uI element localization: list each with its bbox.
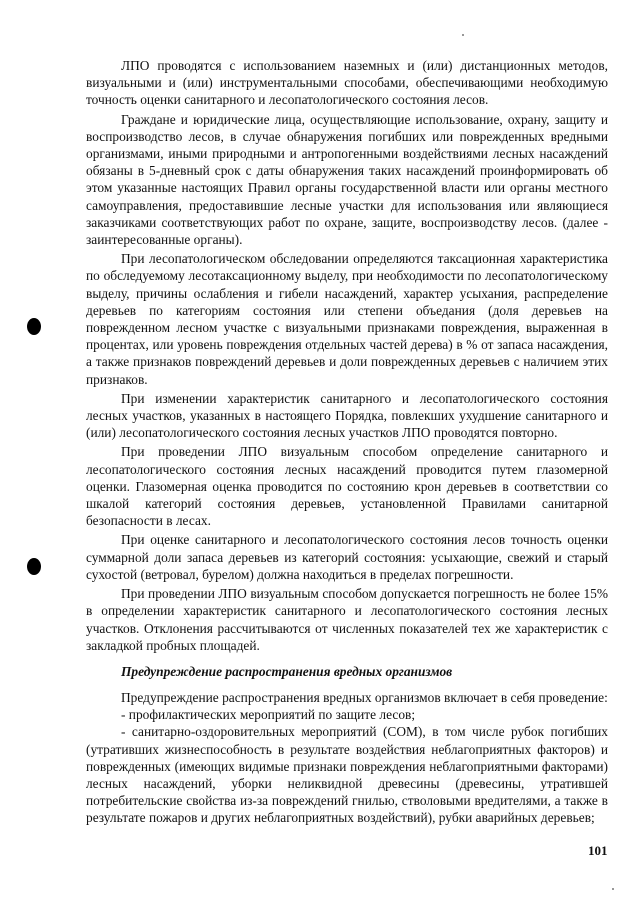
paragraph-1: ЛПО проводятся с использованием наземных и (или) дистанционных методов, визуальными и (или) инструментальными способами, обеспечивающими необходимую точность оценки санитарного и лесопатологического состояния лесов. <box>86 58 608 108</box>
list-item: - профилактических мероприятий по защите лесов; <box>121 707 416 723</box>
punch-hole-mark <box>27 318 41 335</box>
paragraph-3: При лесопатологическом обследовании определяются таксационная характеристика по обследуемому лесотаксационному выделу, при необходимости по лесопатологическому выделу, причины ослабления и гибели насаждений, характер усыхания, распределение деревьев по категориям состояния или степени объедания (доля деревьев на поврежденном лесном участке с визуальными признаками повреждения, выраженная в процентах, или уровень повреждения отдельных частей дерева) в % от запаса насаждения, а также признаков повреждений деревьев и доли поврежденных деревьев с наличием этих признаков. <box>86 251 608 387</box>
paragraph-6: При оценке санитарного и лесопатологического состояния лесов точность оценки суммарной доли запаса деревьев из категорий состояния: усыхающие, свежий и старый сухостой (ветровал, бурелом) должна находиться в пределах погрешности. <box>86 532 608 582</box>
list-item: - санитарно-оздоровительных мероприятий (СОМ), в том числе рубок погибших (утративших жизнеспособность в результате воздействия неблагоприятных факторов) и поврежденных (имеющих видимые признаки повреждения неблагоприятными факторами) лесных насаждений, уборки неликвидной древесины (древесины, утратившей потребительские свойства из-за повреждений гнилью, стволовыми вредителями, а также в результате пожаров и других неблагоприятных воздействий), рубки аварийных деревьев; <box>86 724 608 826</box>
punch-hole-mark <box>27 558 41 575</box>
page-number: 101 <box>588 843 608 858</box>
paragraph-7: При проведении ЛПО визуальным способом допускается погрешность не более 15% в определении характеристик санитарного и лесопатологического состояния лесных участков. Отклонения рассчитываются от численных показателей тех же характеристик с закладкой пробных площадей. <box>86 586 608 653</box>
paragraph-5: При проведении ЛПО визуальным способом определение санитарного и лесопатологического состояния лесных насаждений проводится путем глазомерной оценки. Глазомерная оценка проводится по состоянию крон деревьев в соответствии со шкалой категорий состояния деревьев, установленной Правилами санитарной безопасности в лесах. <box>86 444 608 529</box>
scan-speck <box>462 34 464 36</box>
paragraph-2: Граждане и юридические лица, осуществляющие использование, охрану, защиту и воспроизводство лесов, в случае обнаружения погибших или поврежденных вредными организмами, иными природными и антропогенными воздействиями лесных насаждений обязаны в 5-дневный срок с даты обнаружения таких насаждений проинформировать об этом указанные настоящих Правил органы государственной власти или органы местного самоуправления, предоставившие лесные участки для использования или являющиеся заказчиками соответствующих работ по охране, защите, воспроизводству лесов. (далее - заинтересованные органы). <box>86 111 608 248</box>
document-page <box>86 57 608 827</box>
scan-speck <box>612 888 614 890</box>
section-heading: Предупреждение распространения вредных организмов <box>121 663 453 679</box>
paragraph-4: При изменении характеристик санитарного и лесопатологического состояния лесных участков, указанных в настоящего Порядка, повлекших ухудшение санитарного и (или) лесопатологического состояния лесных участков ЛПО проводятся повторно. <box>86 390 608 441</box>
section-intro: Предупреждение распространения вредных организмов включает в себя проведение: <box>121 689 608 705</box>
